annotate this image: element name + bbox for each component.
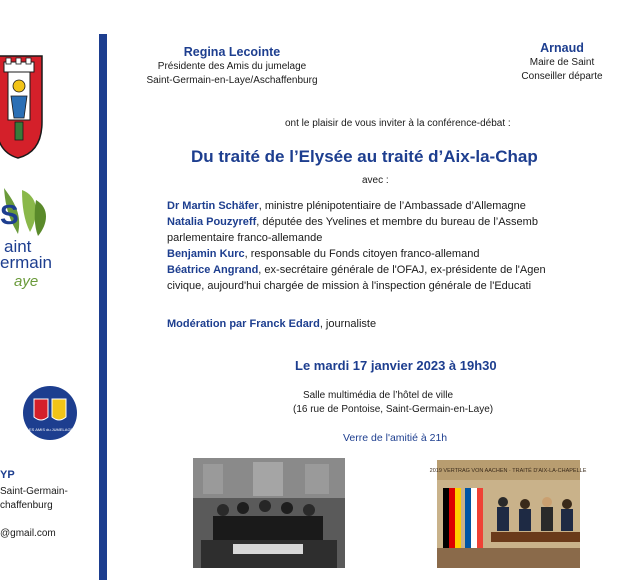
sidebar-city-line2: chaffenburg bbox=[0, 500, 53, 511]
logo-text-aint: aint bbox=[4, 237, 32, 256]
speaker-item bbox=[167, 214, 587, 230]
moderation bbox=[167, 318, 376, 330]
invite-text: ont le plaisir de vous inviter à la conférence-débat : bbox=[285, 118, 511, 129]
sidebar-email[interactable]: @gmail.com bbox=[0, 528, 56, 539]
aachen-treaty-photo bbox=[429, 460, 587, 568]
speaker-name: Béatrice Angrand bbox=[167, 264, 259, 276]
sidebar-yp-text: YP bbox=[0, 469, 15, 481]
aachen-photo-caption: 2019 VERTRAG VON AACHEN · TRAITÉ D'AIX-LA-CHAPELLE bbox=[429, 468, 587, 474]
host-left-role2: Saint-Germain-en-Laye/Aschaffenburg bbox=[146, 75, 318, 86]
event-title: Du traité de l’Elysée au traité d’Aix-la-Chap bbox=[191, 147, 538, 166]
avec-label: avec : bbox=[362, 175, 389, 186]
speaker-name: Benjamin Kurc bbox=[167, 248, 245, 260]
sidebar bbox=[0, 0, 100, 580]
logo-text-ermain: ermain bbox=[0, 253, 52, 272]
host-right-role2: Conseiller départe bbox=[521, 71, 603, 82]
host-right-name: Arnaud bbox=[540, 41, 584, 55]
venue bbox=[293, 389, 494, 417]
vertical-divider bbox=[99, 34, 107, 580]
speaker-item bbox=[167, 246, 587, 262]
moderator-name: Modération par Franck Edard bbox=[167, 318, 320, 330]
host-left bbox=[140, 44, 324, 88]
speakers-list bbox=[167, 198, 587, 294]
moderator-desc: , journaliste bbox=[319, 318, 377, 330]
host-left-role1: Présidente des Amis du jumelage bbox=[157, 61, 307, 72]
host-right-role1: Maire de Saint bbox=[529, 57, 595, 68]
venue-line1: Salle multimédia de l’hôtel de ville bbox=[302, 390, 454, 401]
speaker-item bbox=[167, 198, 587, 214]
elysee-photo-image bbox=[193, 458, 345, 568]
svg-text:S: S bbox=[0, 199, 19, 230]
venue-line2: (16 rue de Pontoise, Saint-Germain-en-Laye) bbox=[293, 404, 494, 415]
elysee-treaty-photo bbox=[193, 458, 345, 568]
logo-text-aye: aye bbox=[14, 273, 39, 290]
speaker-name: Natalia Pouzyreff bbox=[167, 216, 257, 228]
host-right bbox=[492, 40, 632, 84]
speaker-desc: , responsable du Fonds citoyen franco-allemand bbox=[244, 248, 480, 260]
host-left-name: Regina Lecointe bbox=[183, 45, 281, 59]
speaker-desc-cont: civique, aujourd'hui chargée de mission à l'inspection générale de l'Educati bbox=[167, 280, 532, 292]
speaker-desc-cont: parlementaire franco-allemande bbox=[167, 232, 323, 244]
reception-time: Verre de l'amitié à 21h bbox=[343, 432, 448, 444]
event-date: Le mardi 17 janvier 2023 à 19h30 bbox=[295, 358, 497, 373]
amis-logo-text: LES AMIS du JUMELAGE bbox=[26, 427, 74, 432]
saint-germain-en-laye-logo bbox=[0, 186, 60, 294]
speaker-desc: , ministre plénipotentiaire de l’Ambassade d’Allemagne bbox=[258, 200, 526, 212]
aachen-photo-image bbox=[429, 460, 587, 568]
coat-of-arms-logo bbox=[0, 52, 46, 160]
speaker-name: Dr Martin Schäfer bbox=[167, 200, 259, 212]
speaker-item bbox=[167, 262, 587, 278]
amis-du-jumelage-logo bbox=[22, 385, 78, 441]
speaker-desc: , ex-secrétaire générale de l'OFAJ, ex-présidente de l'Agen bbox=[258, 264, 546, 276]
sidebar-city-line1: Saint-Germain- bbox=[0, 486, 68, 497]
speaker-desc: , députée des Yvelines et membre du bureau de l’Assemb bbox=[256, 216, 538, 228]
